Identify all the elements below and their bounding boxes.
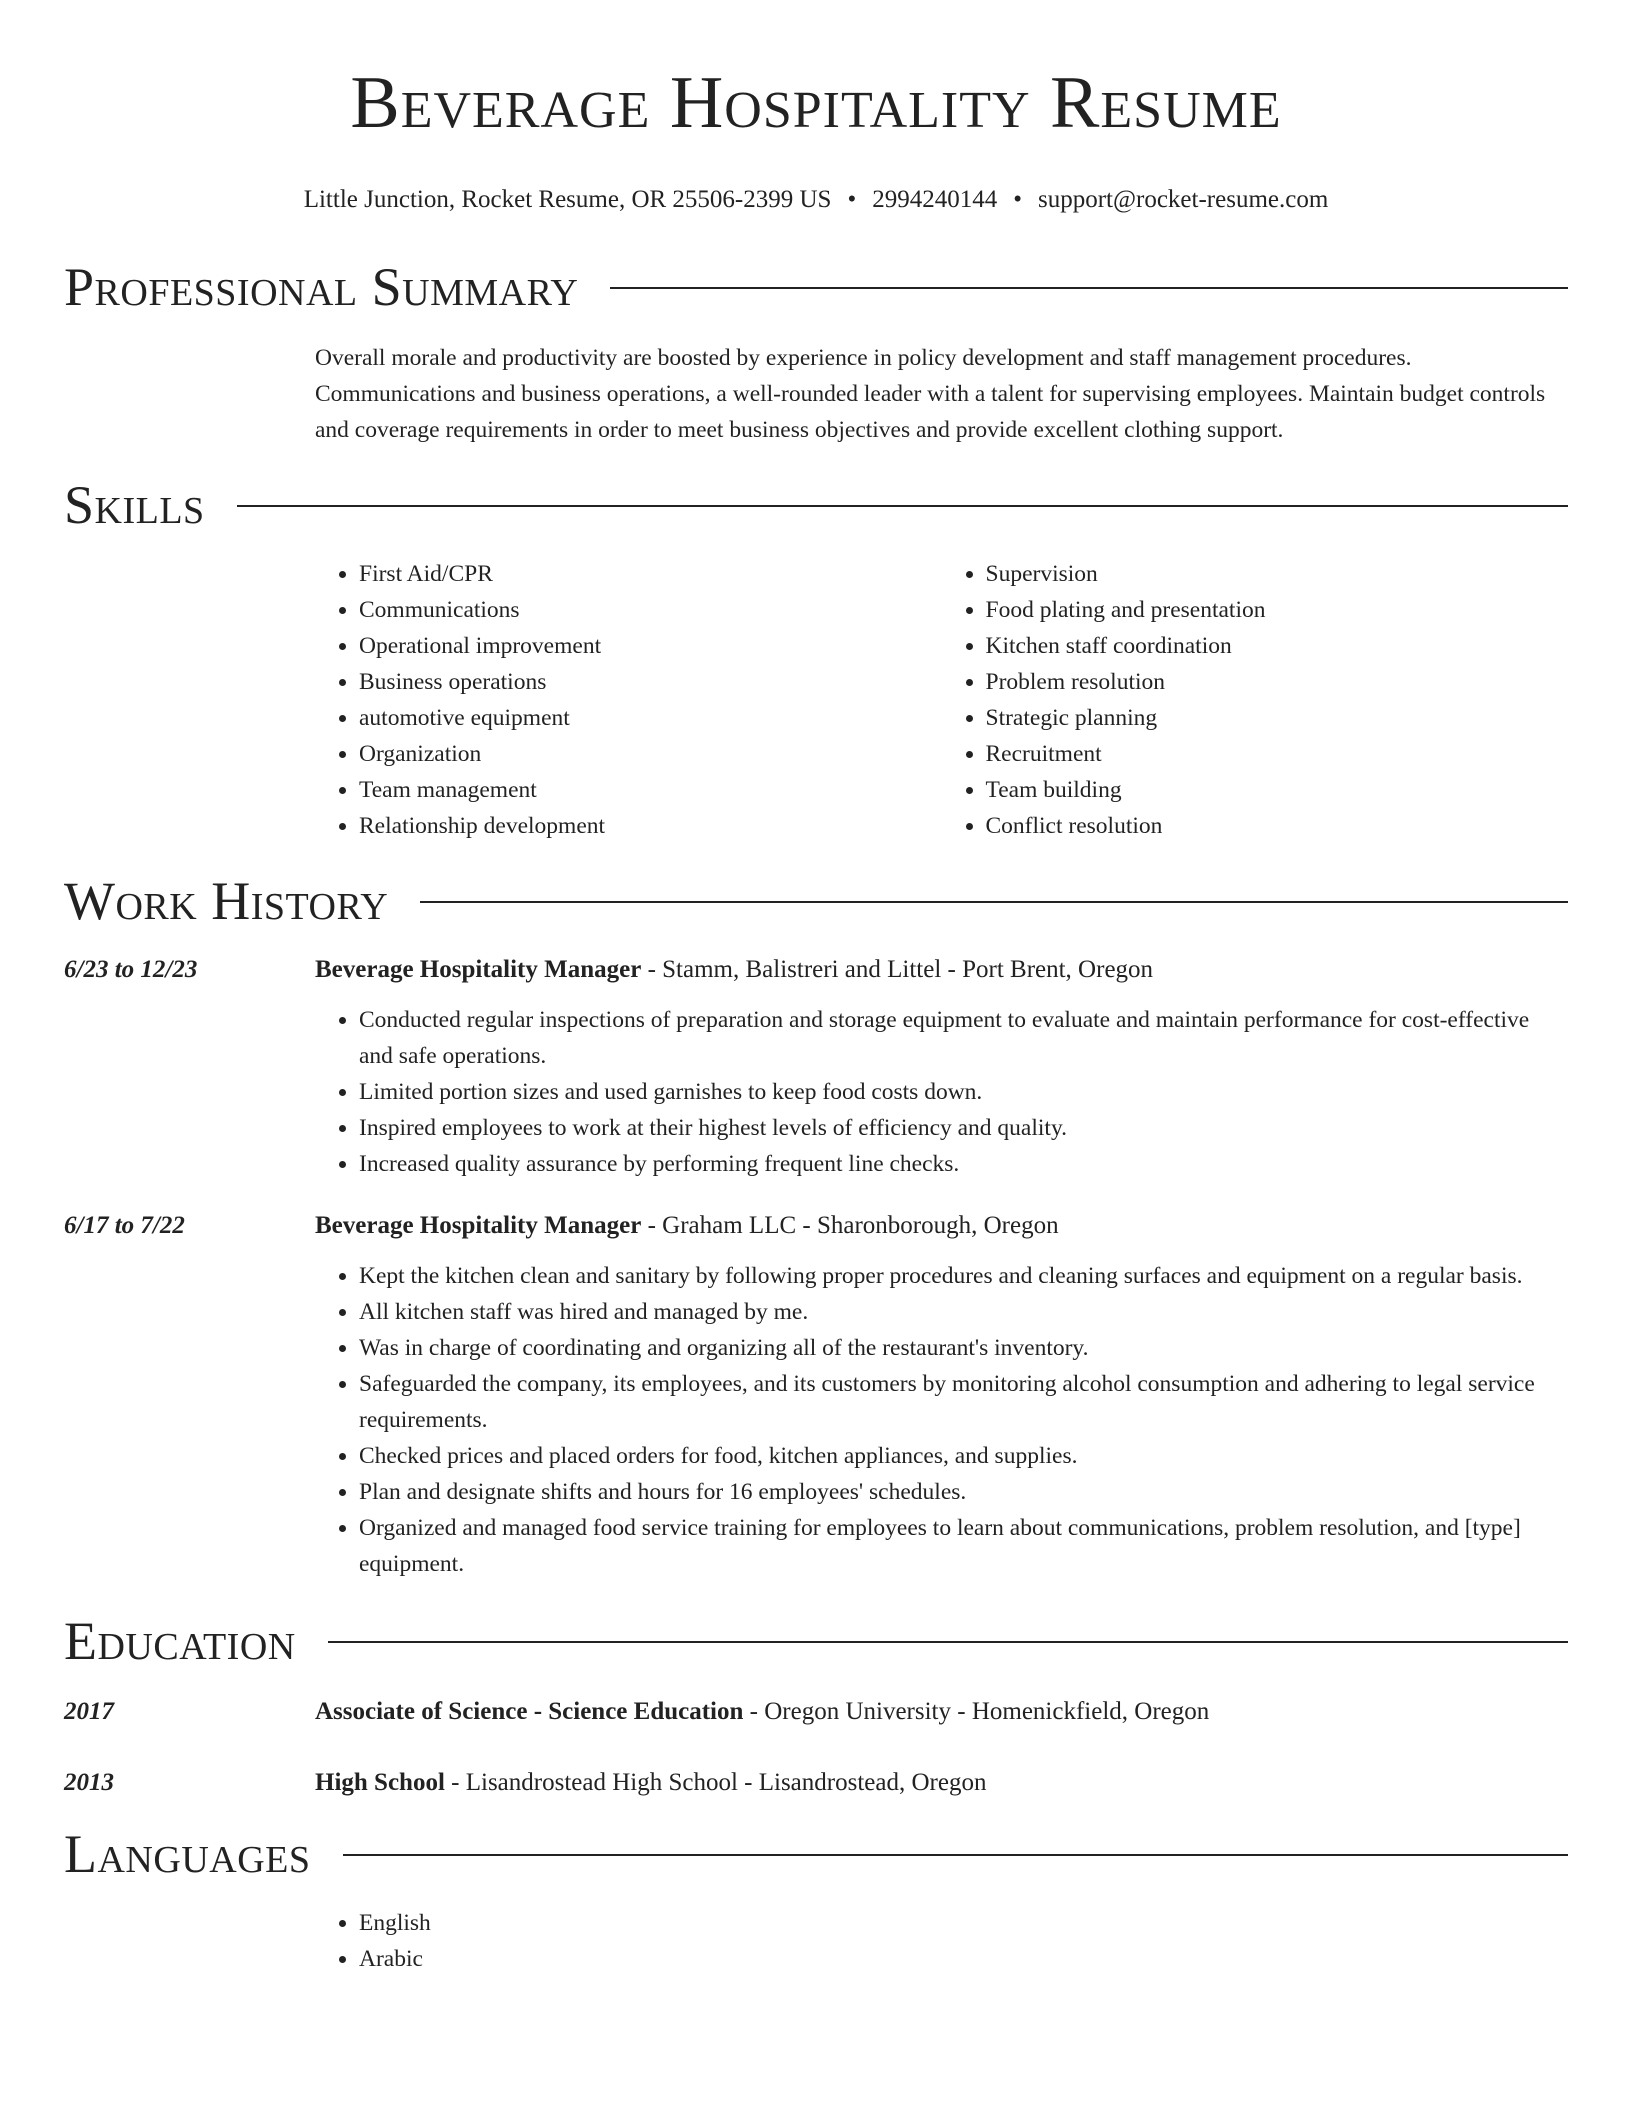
work-dates: 6/17 to 7/22 — [64, 1212, 185, 1239]
skill-item: • Relationship development — [359, 808, 942, 844]
skills-list — [315, 556, 1568, 844]
school-details: - Lisandrostead High School - Lisandrostead, Oregon — [444, 1769, 987, 1796]
skill-item: • Strategic planning — [986, 700, 1569, 736]
degree: Associate of Science - Science Education — [315, 1698, 744, 1725]
work-entry-title — [315, 952, 1568, 988]
contact-phone: 2994240144 — [872, 186, 998, 213]
section-divider — [420, 901, 1568, 903]
contact-email: support@rocket-resume.com — [1037, 186, 1329, 213]
summary-text: Overall morale and productivity are boosted by experience in policy development and staff management procedures. Communications and business operations, a well-rounded leader with a talent for supervising employees. Maintain budget controls and coverage requirements in order to meet business objectives and provide excellent clothing support. — [315, 345, 1546, 443]
skill-item: • Team management — [359, 772, 942, 808]
skills-section-header — [64, 474, 1568, 536]
skill-item: • Communications — [359, 592, 942, 628]
skill-item: • Operational improvement — [359, 628, 942, 664]
job-details: - Stamm, Balistreri and Littel - Port Brent, Oregon — [641, 956, 1154, 983]
skill-item: • Problem resolution — [986, 664, 1569, 700]
work-entry-header — [64, 1208, 1568, 1244]
education-entry — [64, 1694, 1568, 1730]
skill-item: • Food plating and presentation — [986, 592, 1569, 628]
skill-item: • Team building — [986, 772, 1569, 808]
job-details: - Graham LLC - Sharonborough, Oregon — [641, 1212, 1059, 1239]
section-title-work: Work History — [64, 871, 389, 931]
education-year: 2013 — [64, 1769, 114, 1796]
skill-item: • Business operations — [359, 664, 942, 700]
work-section-header — [64, 870, 1568, 932]
work-bullet: • Safeguarded the company, its employees, and its customers by monitoring alcohol consumption and adhering to legal service requirements. — [359, 1366, 1568, 1438]
education-section-header — [64, 1610, 1568, 1672]
work-entry — [64, 1208, 1568, 1582]
work-bullet-list — [315, 1258, 1568, 1582]
work-bullet: • Inspired employees to work at their highest levels of efficiency and quality. — [359, 1110, 1568, 1146]
summary-section-header — [64, 256, 1568, 318]
resume-title: Beverage Hospitality Resume — [350, 62, 1282, 144]
section-title-languages: Languages — [64, 1824, 311, 1884]
languages-section-header — [64, 1823, 1568, 1885]
skill-item: • Supervision — [986, 556, 1569, 592]
work-bullet: • Organized and managed food service training for employees to learn about communications, problem resolution, and [type] equipment. — [359, 1510, 1568, 1582]
separator-dot: • — [847, 186, 857, 213]
skill-item: • Organization — [359, 736, 942, 772]
language-item: • Arabic — [359, 1941, 1568, 1977]
work-bullet: • All kitchen staff was hired and managed by me. — [359, 1294, 1568, 1330]
section-divider — [237, 505, 1568, 507]
work-bullets — [315, 1002, 1568, 1182]
work-bullet: • Limited portion sizes and used garnishes to keep food costs down. — [359, 1074, 1568, 1110]
section-divider — [610, 287, 1568, 289]
skill-item: • automotive equipment — [359, 700, 942, 736]
work-bullet: • Checked prices and placed orders for food, kitchen appliances, and supplies. — [359, 1438, 1568, 1474]
section-title-education: Education — [64, 1611, 296, 1671]
skill-item: • Kitchen staff coordination — [986, 628, 1569, 664]
work-bullet: • Conducted regular inspections of preparation and storage equipment to evaluate and maintain performance for cost-effective and safe operations. — [359, 1002, 1568, 1074]
education-entry-title — [315, 1765, 1568, 1801]
section-title-skills: Skills — [64, 475, 205, 535]
work-bullets — [315, 1258, 1568, 1582]
skills-column-right — [942, 556, 1569, 844]
education-entry-title — [315, 1694, 1568, 1730]
work-bullet: • Kept the kitchen clean and sanitary by following proper procedures and cleaning surfaces and equipment on a regular basis. — [359, 1258, 1568, 1294]
languages-list — [315, 1905, 1568, 1977]
education-entry — [64, 1765, 1568, 1801]
skill-item: • Recruitment — [986, 736, 1569, 772]
work-entry-header — [64, 952, 1568, 988]
job-title: Beverage Hospitality Manager — [315, 956, 642, 983]
skill-item: • Conflict resolution — [986, 808, 1569, 844]
degree: High School — [315, 1769, 445, 1796]
separator-dot: • — [1013, 186, 1022, 213]
work-dates: 6/23 to 12/23 — [64, 956, 198, 983]
language-bullet-list — [315, 1905, 1568, 1977]
work-bullet: • Was in charge of coordinating and organizing all of the restaurant's inventory. — [359, 1330, 1568, 1366]
work-entry-title — [315, 1208, 1568, 1244]
section-title-summary: Professional Summary — [64, 257, 579, 317]
contact-address: Little Junction, Rocket Resume, OR 25506-2399 US — [303, 186, 832, 213]
skill-item: • First Aid/CPR — [359, 556, 942, 592]
school-details: - Oregon University - Homenickfield, Oregon — [743, 1698, 1210, 1725]
work-bullet: • Increased quality assurance by performing frequent line checks. — [359, 1146, 1568, 1182]
contact-line — [64, 184, 1568, 216]
skills-column-left — [315, 556, 942, 844]
job-title: Beverage Hospitality Manager — [315, 1212, 642, 1239]
work-bullet: • Plan and designate shifts and hours for 16 employees' schedules. — [359, 1474, 1568, 1510]
section-divider — [328, 1641, 1568, 1643]
work-entry — [64, 952, 1568, 1182]
section-divider — [343, 1854, 1569, 1856]
education-year: 2017 — [64, 1698, 114, 1725]
work-bullet-list — [315, 1002, 1568, 1182]
language-item: • English — [359, 1905, 1568, 1941]
